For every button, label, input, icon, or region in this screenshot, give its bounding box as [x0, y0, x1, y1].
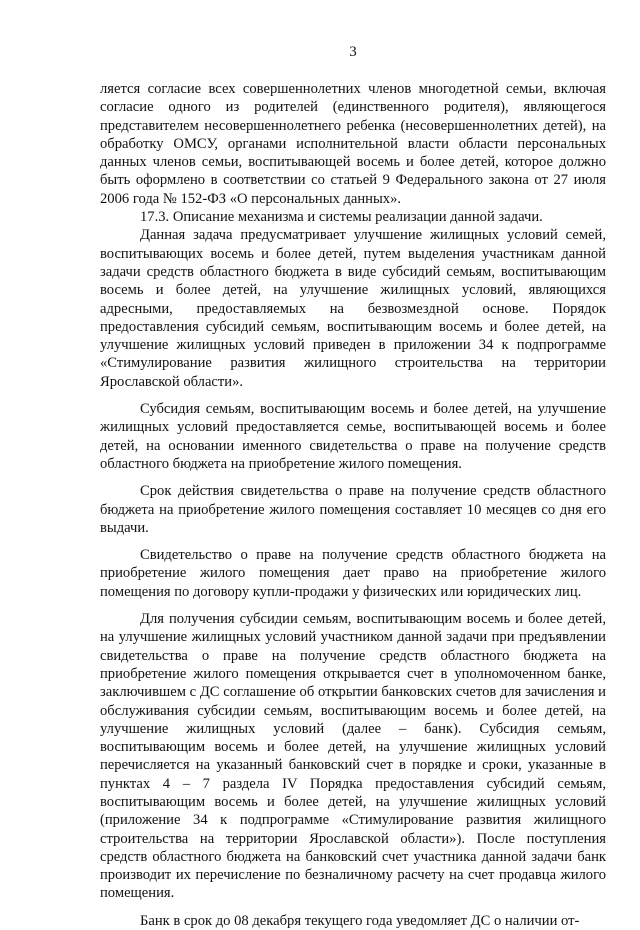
paragraph-bank-account: Для получения субсидии семьям, воспитывающим восемь и более детей, на улучшение жилищных условий участником данной задачи при предъявлении свидетельства о праве на получение средств областного бюджета на приобретение жилого помещения открывается счет в уполномоченном банке, заключившем с ДС соглашение об открытии банковских счетов для зачисления и обслуживания субсидии семьям, воспитывающим восемь и более детей, на улучшение жилищных условий (далее – банк). Субсидия семьям, воспитывающим восемь и более детей, на улучшение жилищных условий перечисляется на указанный банковский счет в порядке и сроки, указанные в пунктах 4 – 7 раздела IV Порядка предоставления субсидий семьям, воспитывающим восемь и более детей, на улучшение жилищных условий (приложение 34 к подпрограмме «Стимулирование развития жилищного строительства на территории Ярославской области»). После поступления средств областного бюджета на банковский счет участника данной задачи банк производит их перечисление по безналичному расчету на счет продавца жилого помещения.: [100, 611, 606, 902]
paragraph-certificate-validity: Срок действия свидетельства о праве на получение средств областного бюджета на приобретение жилого помещения составляет 10 месяцев со дня его выдачи.: [100, 483, 606, 536]
paragraph-task-description: Данная задача предусматривает улучшение жилищных условий семей, воспитывающих восемь и более детей, путем выделения участникам данной задачи средств областного бюджета в виде субсидий семьям, воспитывающим восемь и более детей, на улучшение жилищных условий, являющихся адресными, предоставляемых на безвозмездной основе. Порядок предоставления субсидий семьям, воспитывающим восемь и более детей, на улучшение жилищных условий приведен в приложении 34 к подпрограмме «Стимулирование развития жилищного строительства на территории Ярославской области».: [100, 227, 606, 390]
section-heading-17-3: 17.3. Описание механизма и системы реализации данной задачи.: [140, 209, 543, 226]
paragraph-bank-notification: Банк в срок до 08 декабря текущего года уведомляет ДС о наличии от-: [140, 912, 580, 929]
paragraph-subsidy-provision: Субсидия семьям, воспитывающим восемь и более детей, на улучшение жилищных условий предоставляется семье, воспитывающей восемь и более детей, на основании именного свидетельства о праве на получение средств областного бюджета на приобретение жилого помещения.: [100, 401, 606, 472]
page-number: 3: [349, 44, 357, 60]
paragraph-consent: ляется согласие всех совершеннолетних членов многодетной семьи, включая согласие одного из родителей (единственного родителя), являющегося представителем несовершеннолетнего ребенка (несовершеннолетних детей), на обработку ОМСУ, органами исполнительной власти области персональных данных членов семьи, воспитывающей восемь и более детей, которое должно быть оформлено в соответствии со статьей 9 Федерального закона от 27 июля 2006 года № 152-ФЗ «О персональных данных».: [100, 81, 606, 207]
paragraph-certificate-rights: Свидетельство о праве на получение средств областного бюджета на приобретение жилого помещения дает право на приобретение жилого помещения по договору купли-продажи у физических или юридических лиц.: [100, 547, 606, 600]
